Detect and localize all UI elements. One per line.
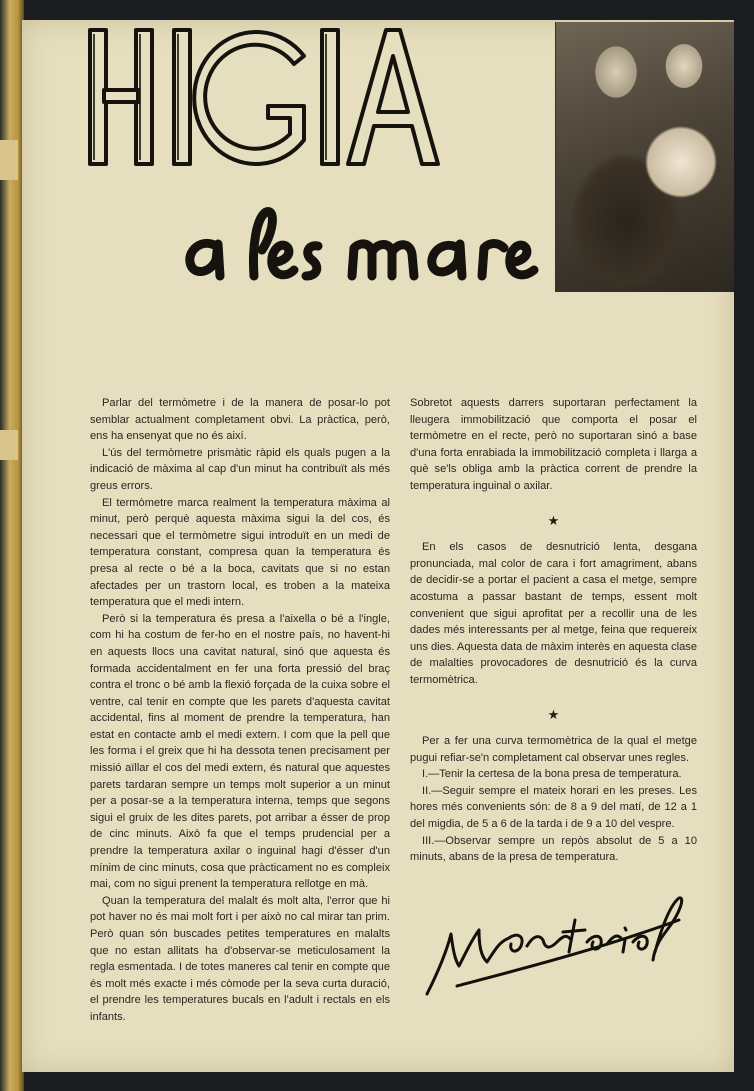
- paragraph: Sobretot aquests darrers suportaran perfectament la lleugera immobilització que comporta el posar el termòmetre en el recte, però no suportaran sinó a base d'una forta enrabiada la immobilització completa i llarga a què se'ls obliga amb la pràctica corrent de prendre la temperatura inguinal o axilar.: [410, 397, 697, 492]
- paragraph: Quan la temperatura del malalt és molt alta, l'error que hi pot haver no és mai molt fort i per això no cal mirar tan prim. Però quan són buscades petites temperatures en malalts que no estan allitats ha d'observar-se meticulosament la regla esmentada. I de totes maneres cal tenir en compte que és molt més exacte i més còmode per la seva curta duració, el prendre les temperatures bucals en l'adult i rectals en els infants.: [90, 894, 390, 1023]
- paragraph: Però si la temperatura és presa a l'aixella o bé a l'ingle, com hi ha costum de fer-ho en el nostre país, no havent-hi en aquests llocs una cavitat natural, sinó que aquesta és formada accidentalment en fer una forta pressió del braç contra el tronc o bé amb la flexió forçada de la cuixa sobre el ventre, cal tenir en compte que les parets d'aquesta cavitat accidental, fins al moment de prendre la temperatura, han estat en contacte amb el medi extern. I com que la pell que les forma i el greix que hi ha dessota tenen precisament per missió aïllar el cos del medi extern, és natural que aquestes parets tardaran sempre un temps molt superior a un minut per a posar-se a la temperatura interna, temps que segons sigui el gruix de les dites parets, pot arribar a ésser de prop de cinc minuts. Això fa que el temps prudencial per a prendre la temperatura axilar o inguinal hagi d'ésser d'un mínim de cinc minuts, cosa que pràcticament no es compleix mai, com no sigui prenent la temperatura rellotge en mà.: [90, 612, 390, 891]
- paragraph: En els casos de desnutrició lenta, desgana pronunciada, mal color de cara i fort amagriment, abans de decidir-se a portar el pacient a casa el metge, sempre acostuma a passar bastant de temps, essent molt convenient que sigui aprofitat per a recollir una de les dades més interessants per al metge, feina que requereix uns dies. Aquesta data de màxim interès en aquesta clase de malalties provocadores de desnutrició és la curva termomètrica.: [410, 541, 697, 686]
- author-signature: [417, 890, 687, 1000]
- rule-item: II.—Seguir sempre el mateix horari en les preses. Les hores més convenients són: de 8 a 9 del matí, de 12 a 1 del migdia, de 5 a 6 de la tarda i de 9 a 10 del vespre.: [410, 784, 697, 831]
- paragraph: L'ús del termòmetre prismàtic ràpid els quals pugen a la indicació de màxima al cap d'un minut ha contribuït als més greus errors.: [90, 446, 390, 492]
- article-right-column: [410, 395, 697, 866]
- paragraph: El termòmetre marca realment la temperatura màxima al minut, però perquè aquesta màxima sigui la del cos, és necessari que el termòmetre sigui introduït en un medi de temperatura constant, compresa quan la temperatura és presa al recte o bé a la boca, cavitats que si no estan afectades per un trastorn local, es troben a la mateixa temperatura que el medi intern.: [90, 496, 390, 609]
- binding-tab: [0, 430, 18, 460]
- paragraph: Per a fer una curva termomètrica de la qual el metge pugui refiar-se'n completament cal observar unes regles.: [410, 735, 697, 764]
- article-left-column: [90, 395, 390, 1026]
- section-divider-star: ★: [547, 706, 560, 722]
- photo-mother-and-child: [555, 22, 734, 292]
- rule-item: III.—Observar sempre un repòs absolut de 5 a 10 minuts, abans de la presa de temperatura.: [410, 834, 697, 864]
- title-higia: [82, 22, 442, 172]
- paragraph: Parlar del termòmetre i de la manera de posar-lo pot semblar actualment completament obvi. La pràctica, però, ens ha ensenyat que no és així.: [90, 397, 390, 443]
- magazine-page: [22, 20, 734, 1072]
- section-divider-star: ★: [547, 512, 560, 528]
- binding-tab: [0, 140, 18, 180]
- rule-item: I.—Tenir la certesa de la bona presa de temperatura.: [422, 768, 682, 781]
